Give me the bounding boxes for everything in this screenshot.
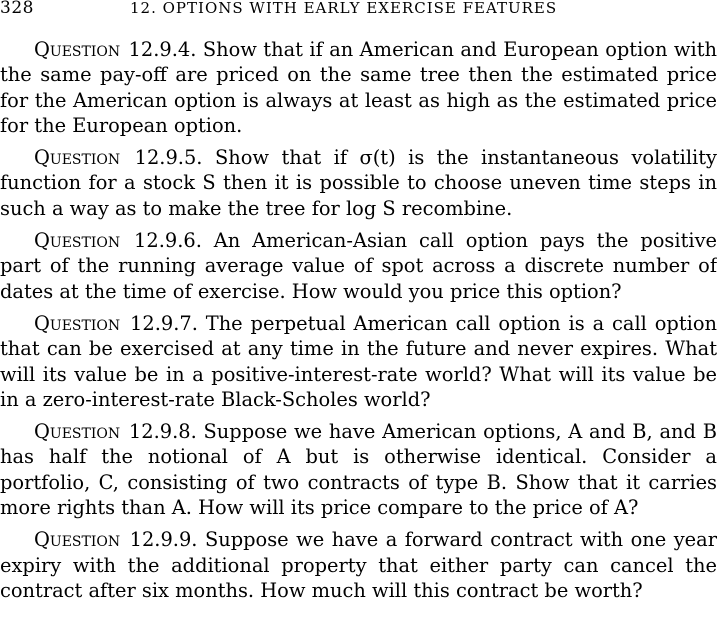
question-12-9-4: [0, 37, 717, 138]
running-header: [0, 0, 717, 20]
question-12-9-5: [0, 145, 717, 221]
question-label: Question: [34, 528, 121, 552]
page-number: 328: [0, 0, 34, 18]
question-12-9-9: [0, 527, 717, 603]
question-number: 12.9.5.: [134, 146, 203, 170]
question-12-9-6: [0, 228, 717, 304]
question-text: Suppose we have a forward contract with one year expiry with the additional property that either party can cancel the contract after six months. How much will this contract be worth?: [0, 528, 717, 602]
question-label: Question: [34, 146, 121, 170]
question-number: 12.9.4.: [128, 38, 197, 61]
question-text: Show that if an American and European option with the same pay-off are priced on the same tree then the estimated price for the American option is always at least as high as the estimated price for the European option.: [0, 38, 717, 137]
question-12-9-7: [0, 311, 717, 412]
chapter-title: 12. OPTIONS WITH EARLY EXERCISE FEATURES: [130, 0, 558, 17]
question-number: 12.9.7.: [130, 311, 198, 335]
question-label: Question: [34, 420, 121, 444]
question-label: Question: [34, 311, 121, 335]
question-text: An American-Asian call option pays the positive part of the running average value of spot across a discrete number of dates at the time of exercise. How would you price this option?: [0, 229, 717, 303]
question-text: Suppose we have American options, A and B, and B has half the notional of A but is otherwise identical. Consider a portfolio, C, consisting of two contracts of type B. Show that it carries more rights than A. How will its price compare to the price of A?: [0, 420, 717, 520]
question-number: 12.9.6.: [134, 229, 202, 253]
question-text: Show that if σ(t) is the instantaneous volatility function for a stock S then it is possible to choose uneven time steps in such a way as to make the tree for log S recombine.: [0, 146, 717, 220]
question-text: The perpetual American call option is a call option that can be exercised at any time in the future and never expires. What will its value be in a positive-interest-rate world? What will its value be in a zero-interest-rate Black-Scholes world?: [0, 311, 717, 411]
question-number: 12.9.9.: [129, 528, 198, 552]
question-number: 12.9.8.: [128, 420, 197, 444]
questions-list: [0, 37, 717, 610]
question-label: Question: [34, 229, 121, 253]
question-label: Question: [34, 38, 121, 61]
question-12-9-8: [0, 419, 717, 520]
